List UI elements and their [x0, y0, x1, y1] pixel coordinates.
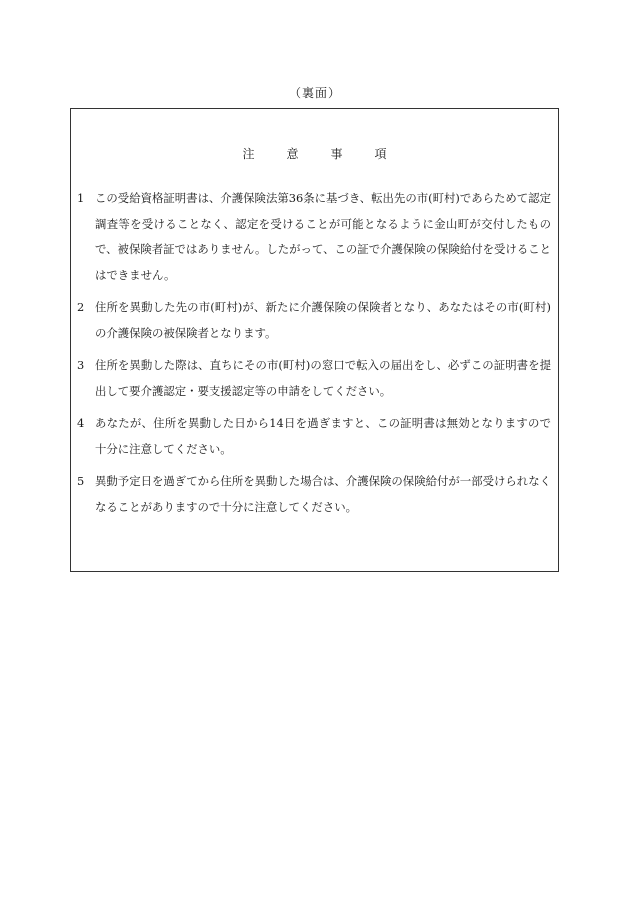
notice-item [77, 186, 551, 288]
notice-heading [71, 145, 558, 162]
item-text: あなたが、住所を異動した日から14日を過ぎますと、この証明書は無効となりますので十分に注意してください。 [95, 416, 551, 456]
notice-item [77, 295, 551, 346]
notice-item [77, 469, 551, 520]
item-number: 4 [77, 416, 85, 430]
heading-char: 意 [286, 147, 299, 161]
notice-item [77, 353, 551, 404]
heading-char: 項 [374, 147, 387, 161]
notice-items [77, 186, 551, 527]
item-number: 5 [77, 474, 85, 488]
heading-char: 事 [330, 147, 343, 161]
item-number: 2 [77, 300, 85, 314]
heading-char: 注 [242, 147, 255, 161]
item-number: 1 [77, 191, 85, 205]
notice-item [77, 411, 551, 462]
item-text: この受給資格証明書は、介護保険法第36条に基づき、転出先の市(町村)であらためて認定調査等を受けることなく、認定を受けることが可能となるように金山町が交付したもので、被保険者証ではありません。したがって、この証で介護保険の保険給付を受けることはできません。 [95, 191, 551, 282]
item-text: 住所を異動した際は、直ちにその市(町村)の窓口で転入の届出をし、必ずこの証明書を提出して要介護認定・要支援認定等の申請をしてください。 [95, 358, 551, 398]
item-text: 異動予定日を過ぎてから住所を異動した場合は、介護保険の保険給付が一部受けられなくなることがありますので十分に注意してください。 [95, 474, 551, 514]
notice-box [70, 108, 559, 572]
page-side-label: （裏面） [288, 86, 341, 100]
item-number: 3 [77, 358, 85, 372]
item-text: 住所を異動した先の市(町村)が、新たに介護保険の保険者となり、あなたはその市(町村)の介護保険の被保険者となります。 [95, 300, 551, 340]
